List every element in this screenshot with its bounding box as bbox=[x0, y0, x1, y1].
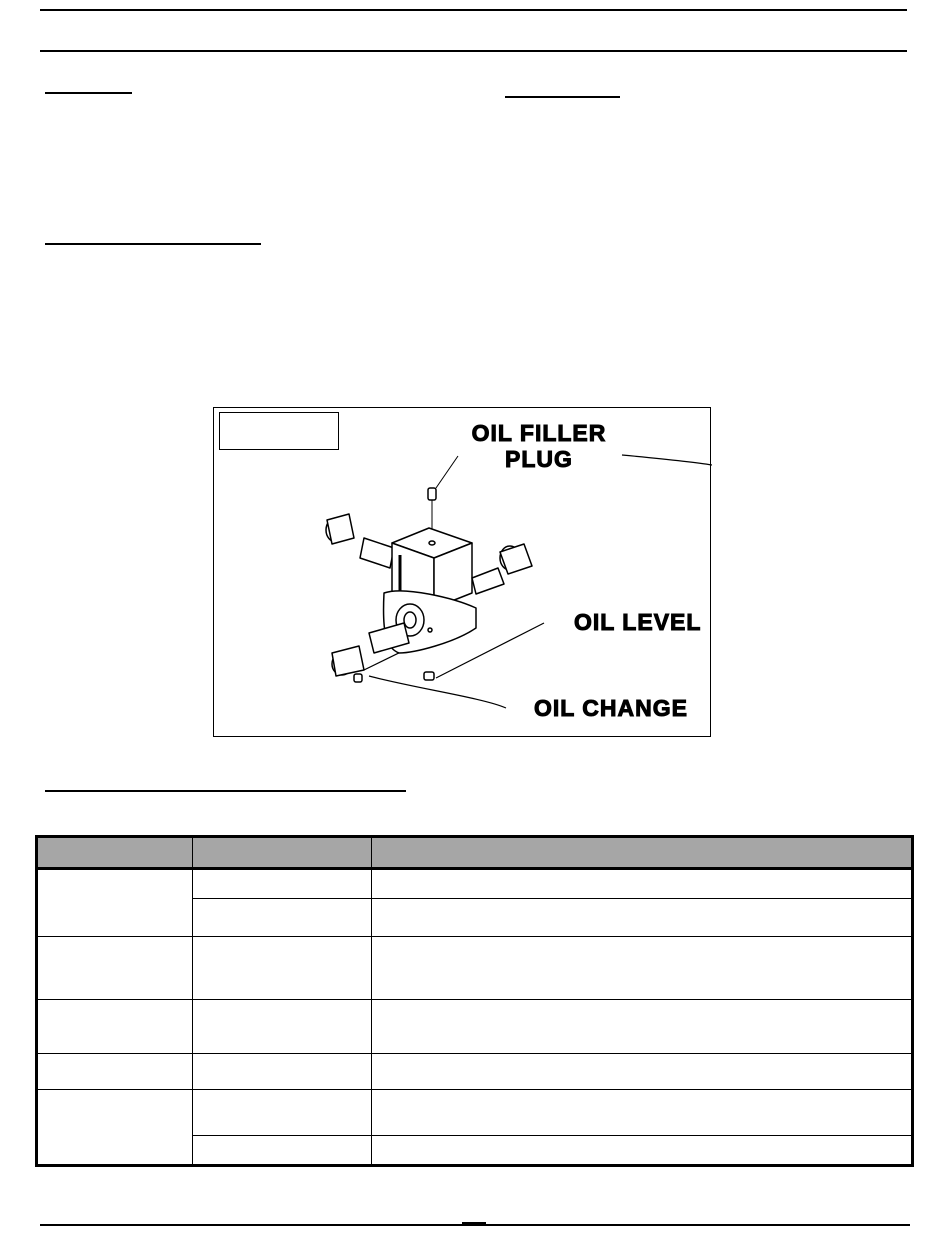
table-row bbox=[37, 869, 913, 899]
table-row bbox=[37, 1090, 913, 1136]
heading-underline-4 bbox=[45, 790, 406, 792]
table-cell bbox=[37, 937, 193, 1000]
table-cell bbox=[37, 1000, 193, 1054]
oil-filler-line2: PLUG bbox=[505, 446, 573, 472]
top-rule bbox=[40, 9, 907, 11]
oil-change-callout: OIL CHANGE bbox=[534, 695, 688, 721]
gearbox-icon bbox=[214, 408, 712, 738]
table-cell bbox=[193, 899, 372, 937]
table-cell bbox=[37, 1054, 193, 1090]
table-row bbox=[37, 937, 913, 1000]
oil-level-callout: OIL LEVEL bbox=[574, 609, 702, 635]
table-cell bbox=[193, 1054, 372, 1090]
table-cell bbox=[193, 869, 372, 899]
table-cell bbox=[193, 1000, 372, 1054]
table-cell bbox=[372, 899, 913, 937]
column-header bbox=[37, 837, 193, 869]
table-header-row bbox=[37, 837, 913, 869]
table-cell bbox=[193, 1136, 372, 1166]
table-row bbox=[37, 1000, 913, 1054]
table-cell bbox=[37, 869, 193, 937]
table-cell bbox=[372, 937, 913, 1000]
specification-table bbox=[35, 835, 914, 1167]
table-cell bbox=[193, 937, 372, 1000]
table-cell bbox=[372, 1136, 913, 1166]
gearbox-figure bbox=[213, 407, 711, 737]
footer-page-mark bbox=[462, 1222, 486, 1225]
heading-underline-1 bbox=[45, 92, 132, 94]
oil-filler-line1: OIL FILLER bbox=[471, 420, 607, 446]
table-cell bbox=[372, 1000, 913, 1054]
table-row bbox=[37, 1054, 913, 1090]
column-header bbox=[193, 837, 372, 869]
table-cell bbox=[372, 1090, 913, 1136]
table-cell bbox=[37, 1090, 193, 1166]
table-cell bbox=[372, 1054, 913, 1090]
heading-underline-3 bbox=[45, 243, 261, 245]
heading-underline-2 bbox=[505, 96, 620, 98]
table-cell bbox=[193, 1090, 372, 1136]
second-rule bbox=[40, 50, 907, 52]
table-cell bbox=[372, 869, 913, 899]
column-header bbox=[372, 837, 913, 869]
